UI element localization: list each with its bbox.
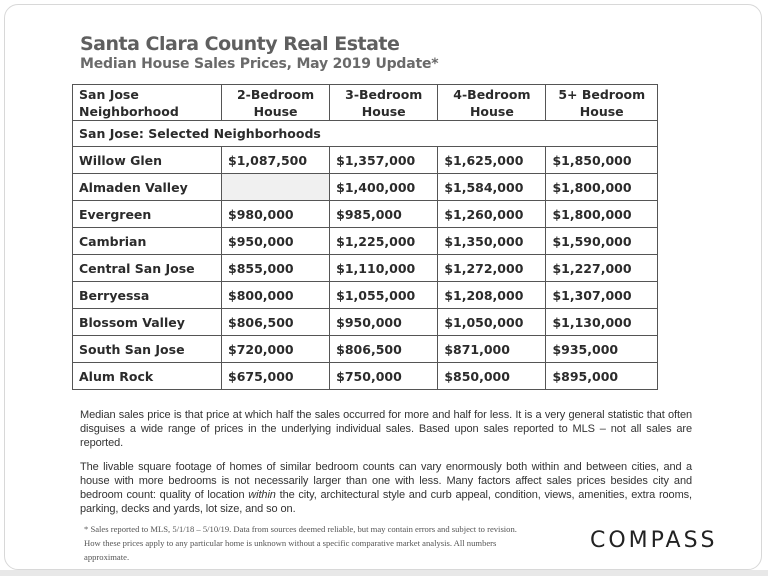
neighborhood-cell: South San Jose <box>73 336 222 363</box>
neighborhood-cell: Central San Jose <box>73 255 222 282</box>
footnote: * Sales reported to MLS, 5/1/18 – 5/10/19. Data from sources deemed reliable, but may contain errors and subject to revision. How these prices apply to any particular home is unknown without a specific comparative market analysis. All numbers approximate. <box>84 524 517 562</box>
table-row <box>73 228 658 255</box>
price-cell: $1,357,000 <box>330 147 438 174</box>
price-cell: $871,000 <box>438 336 546 363</box>
price-cell: $1,110,000 <box>330 255 438 282</box>
neighborhood-cell: Berryessa <box>73 282 222 309</box>
price-cell: $1,208,000 <box>438 282 546 309</box>
note-median: Median sales price is that price at which half the sales occurred for more and half for less. It is a very general statistic that often disguises a wide range of prices in the underlying individual sales. Based upon sales reported to MLS – not all sales are reported. <box>80 409 692 449</box>
price-cell: $1,850,000 <box>546 147 658 174</box>
price-cell: $1,055,000 <box>330 282 438 309</box>
price-cell: $1,350,000 <box>438 228 546 255</box>
price-cell: $1,625,000 <box>438 147 546 174</box>
page-subtitle: Median House Sales Prices, May 2019 Update* <box>80 56 439 72</box>
price-cell: $1,050,000 <box>438 309 546 336</box>
neighborhood-cell: Almaden Valley <box>73 174 222 201</box>
price-cell: $1,400,000 <box>330 174 438 201</box>
column-header: 5+ Bedroom House <box>546 85 658 121</box>
price-cell: $950,000 <box>330 309 438 336</box>
compass-logo: COMPASS <box>590 528 718 553</box>
note-footage: The livable square footage of homes of similar bedroom counts can vary enormously both within and between cities, and a house with more bedrooms is not necessarily larger than one with less. Many factors affect sales prices besides city and bedroom count: quality of location within the city, architectural style and curb appeal, condition, views, amenities, extra rooms, parking, decks and yards, lot size, and so on. <box>80 461 692 515</box>
table-caption: San Jose: Selected Neighborhoods <box>73 121 658 147</box>
price-cell: $985,000 <box>330 201 438 228</box>
price-cell: $1,272,000 <box>438 255 546 282</box>
table-row <box>73 336 658 363</box>
table-row <box>73 147 658 174</box>
table-row <box>73 201 658 228</box>
price-cell: $1,590,000 <box>546 228 658 255</box>
neighborhood-cell: Cambrian <box>73 228 222 255</box>
price-cell: $850,000 <box>438 363 546 390</box>
table-row <box>73 309 658 336</box>
table-row <box>73 174 658 201</box>
price-cell: $806,500 <box>222 309 330 336</box>
neighborhood-cell: Blossom Valley <box>73 309 222 336</box>
price-cell: $806,500 <box>330 336 438 363</box>
price-cell: $1,087,500 <box>222 147 330 174</box>
table-row <box>73 363 658 390</box>
price-cell: $980,000 <box>222 201 330 228</box>
price-cell: $1,307,000 <box>546 282 658 309</box>
page-title: Santa Clara County Real Estate <box>80 33 400 55</box>
price-cell: $1,260,000 <box>438 201 546 228</box>
price-cell: $1,584,000 <box>438 174 546 201</box>
price-cell: $1,225,000 <box>330 228 438 255</box>
column-header: 2-Bedroom House <box>222 85 330 121</box>
table-row <box>73 282 658 309</box>
price-cell: $1,227,000 <box>546 255 658 282</box>
price-table <box>72 84 658 390</box>
price-cell <box>222 174 330 201</box>
price-cell: $675,000 <box>222 363 330 390</box>
price-cell: $800,000 <box>222 282 330 309</box>
price-cell: $855,000 <box>222 255 330 282</box>
price-cell: $1,130,000 <box>546 309 658 336</box>
neighborhood-cell: Evergreen <box>73 201 222 228</box>
neighborhood-cell: Willow Glen <box>73 147 222 174</box>
column-header: 4-Bedroom House <box>438 85 546 121</box>
table-row <box>73 255 658 282</box>
price-cell: $1,800,000 <box>546 174 658 201</box>
price-cell: $950,000 <box>222 228 330 255</box>
price-cell: $1,800,000 <box>546 201 658 228</box>
bottom-bar <box>0 570 768 576</box>
column-header: 3-Bedroom House <box>330 85 438 121</box>
column-header: San Jose Neighborhood <box>73 85 222 121</box>
price-cell: $895,000 <box>546 363 658 390</box>
price-cell: $720,000 <box>222 336 330 363</box>
neighborhood-cell: Alum Rock <box>73 363 222 390</box>
price-cell: $935,000 <box>546 336 658 363</box>
price-cell: $750,000 <box>330 363 438 390</box>
